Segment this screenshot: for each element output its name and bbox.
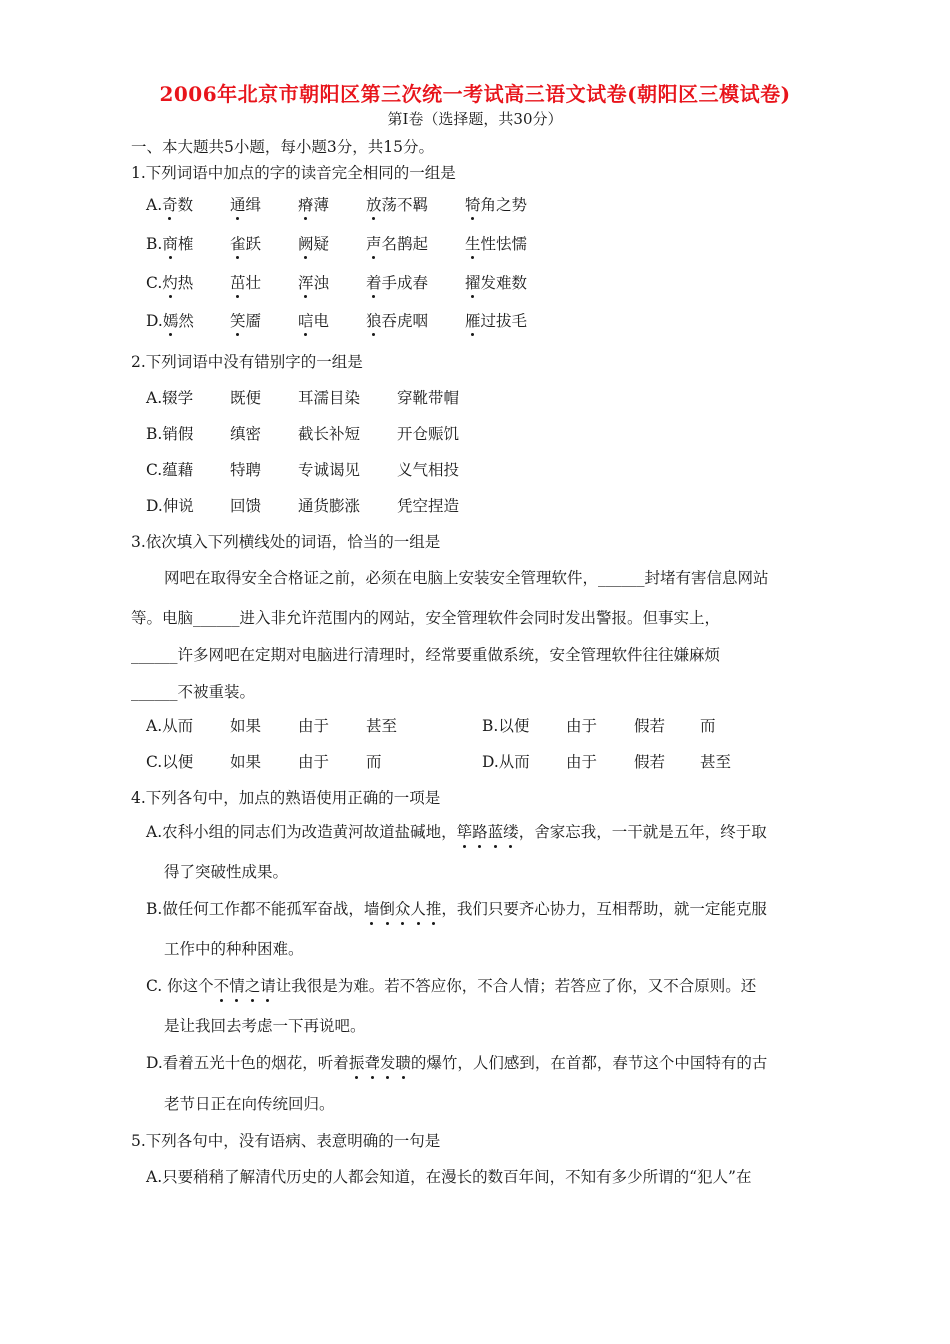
question-3-passage-line4: ______不被重装。: [131, 683, 256, 701]
option-a-text-2: ，舍家忘我，一干就是五年，终于取: [518, 823, 767, 841]
emphasized-char: 倒: [379, 900, 395, 918]
q1-row1-item2: 通缉: [230, 196, 262, 214]
exam-subtitle: 第Ⅰ卷（选择题，共30分）: [387, 110, 563, 128]
question-5-stem: 5.下列各句中，没有语病、表意明确的一句是: [131, 1132, 441, 1150]
q3-option-b-item2: 由于: [566, 717, 598, 735]
emphasized-char: 之: [244, 977, 261, 995]
question-4-option-b: [146, 897, 767, 919]
q2-row1-item4: 穿靴带帽: [397, 389, 460, 407]
q1-row2-item5: 生性怯懦: [465, 235, 528, 253]
emphasized-char: 路: [472, 823, 488, 841]
q3-option-a-item1: A.从而: [146, 717, 194, 735]
emphasized-char: 人: [410, 900, 426, 918]
q1-row4-item2: 笑靥: [230, 312, 262, 330]
question-4-option-d-cont: 老节日正在向传统回归。: [164, 1095, 335, 1113]
q3-option-d-item1: D.从而: [482, 753, 530, 771]
q1-row4-item3: 唁电: [298, 312, 330, 330]
emphasized-char: 发: [379, 1054, 396, 1072]
q2-row3-item2: 特聘: [230, 461, 262, 479]
q2-row2-item4: 开仓赈饥: [397, 425, 460, 443]
q1-row3-item1: C.灼热: [146, 274, 194, 292]
emphasized-char: 推: [425, 900, 442, 918]
emphasized-char: 请: [260, 977, 276, 995]
question-4-option-c: [146, 974, 756, 996]
q2-row1-item3: 耳濡目染: [298, 389, 361, 407]
option-c-idiom: [214, 977, 276, 995]
q2-row3-item4: 义气相投: [397, 461, 460, 479]
q3-option-a-item4: 甚至: [366, 717, 398, 735]
q3-option-c-item1: C.以便: [146, 753, 194, 771]
q1-row2-item1: B.商榷: [146, 235, 194, 253]
option-a-text-1: A.农科小组的同志们为改造黄河故道盐碱地，: [146, 823, 457, 841]
q3-option-d-item4: 甚至: [700, 753, 732, 771]
question-4-option-c-cont: 是让我回去考虑一下再说吧。: [164, 1017, 366, 1035]
q2-row1-item1: A.辍学: [146, 389, 194, 407]
section-heading: 一、本大题共5小题，每小题3分，共15分。: [131, 138, 434, 156]
q3-option-b-item1: B.以便: [482, 717, 530, 735]
question-3-passage-line2: 等。电脑______进入非允许范围内的网站，安全管理软件会同时发出警报。但事实上，: [131, 609, 721, 627]
option-b-idiom: [364, 900, 442, 918]
q1-row3-item5: 擢发难数: [465, 274, 528, 292]
q1-row2-item4: 声名鹊起: [366, 235, 429, 253]
q2-row4-item3: 通货膨涨: [298, 497, 361, 515]
q3-option-c-item4: 而: [366, 753, 382, 771]
q1-row4-item4: 狼吞虎咽: [366, 312, 429, 330]
question-4-option-a: [146, 820, 767, 842]
q1-row2-item3: 阙疑: [298, 235, 330, 253]
option-d-text-2: 的爆竹，人们感到，在首都，春节这个中国特有的古: [410, 1054, 768, 1072]
q2-row4-item4: 凭空捏造: [397, 497, 460, 515]
q3-option-a-item2: 如果: [230, 717, 262, 735]
q2-row4-item1: D.伸说: [146, 497, 194, 515]
option-d-text-1: D.看着五光十色的烟花，听着: [146, 1054, 349, 1072]
question-1-stem: 1.下列词语中加点的字的读音完全相同的一组是: [131, 164, 456, 182]
emphasized-char: 缕: [503, 823, 519, 841]
q1-row3-item3: 浑浊: [298, 274, 330, 292]
q2-row3-item1: C.蕴藉: [146, 461, 194, 479]
q1-row2-item2: 雀跃: [230, 235, 262, 253]
question-3-passage-line3: ______许多网吧在定期对电脑进行清理时，经常要重做系统，安全管理软件往往嫌麻烦: [131, 646, 721, 664]
q2-row1-item2: 既便: [230, 389, 262, 407]
exam-title: 2006年北京市朝阳区第三次统一考试高三语文试卷(朝阳区三模试卷): [159, 82, 791, 106]
emphasized-char: 筚: [456, 823, 473, 841]
q1-row3-item2: 茁壮: [230, 274, 262, 292]
q3-option-b-item3: 假若: [634, 717, 666, 735]
q1-row4-item5: 雁过拔毛: [465, 312, 528, 330]
q1-row3-item4: 着手成春: [366, 274, 429, 292]
q1-row1-item5: 犄角之势: [465, 196, 528, 214]
emphasized-char: 聩: [395, 1054, 411, 1072]
question-4-stem: 4.下列各句中，加点的熟语使用正确的一项是: [131, 789, 441, 807]
emphasized-char: 情: [229, 977, 245, 995]
question-3-stem: 3.依次填入下列横线处的词语，恰当的一组是: [131, 533, 441, 551]
question-4-option-d: [146, 1051, 767, 1073]
question-3-passage-line1: 网吧在取得安全合格证之前，必须在电脑上安装安全管理软件，______封堵有害信息网站: [164, 569, 769, 587]
q1-row4-item1: D.嫣然: [146, 312, 194, 330]
q3-option-a-item3: 由于: [298, 717, 330, 735]
q3-option-c-item2: 如果: [230, 753, 262, 771]
option-b-text-1: B.做任何工作都不能孤军奋战，: [146, 900, 364, 918]
q3-option-d-item3: 假若: [634, 753, 666, 771]
option-b-text-2: ，我们只要齐心协力，互相帮助，就一定能克服: [441, 900, 767, 918]
q3-option-b-item4: 而: [700, 717, 716, 735]
emphasized-char: 众: [394, 900, 411, 918]
option-c-text-1: C. 你这个: [146, 977, 214, 995]
question-4-option-b-cont: 工作中的种种困难。: [164, 940, 304, 958]
q2-row2-item3: 截长补短: [298, 425, 361, 443]
option-d-idiom: [349, 1054, 411, 1072]
q2-row3-item3: 专诚谒见: [298, 461, 361, 479]
emphasized-char: 不: [213, 977, 230, 995]
q2-row4-item2: 回馈: [230, 497, 262, 515]
q3-option-d-item2: 由于: [566, 753, 598, 771]
q1-row1-item1: A.奇数: [146, 196, 194, 214]
emphasized-char: 墙: [363, 900, 380, 918]
question-2-stem: 2.下列词语中没有错别字的一组是: [131, 353, 363, 371]
option-a-idiom: [457, 823, 519, 841]
q1-row1-item3: 瘠薄: [298, 196, 330, 214]
q1-row1-item4: 放荡不羁: [366, 196, 429, 214]
question-5-option-a: A.只要稍稍了解清代历史的人都会知道，在漫长的数百年间，不知有多少所谓的“犯人”在: [146, 1168, 752, 1186]
option-c-text-2: 让我很是为难。若不答应你，不合人情；若答应了你，又不合原则。还: [275, 977, 757, 995]
emphasized-char: 振: [348, 1054, 365, 1072]
q3-option-c-item3: 由于: [298, 753, 330, 771]
q2-row2-item1: B.销假: [146, 425, 194, 443]
question-4-option-a-cont: 得了突破性成果。: [164, 863, 289, 881]
q2-row2-item2: 缜密: [230, 425, 262, 443]
emphasized-char: 聋: [364, 1054, 380, 1072]
emphasized-char: 蓝: [487, 823, 504, 841]
